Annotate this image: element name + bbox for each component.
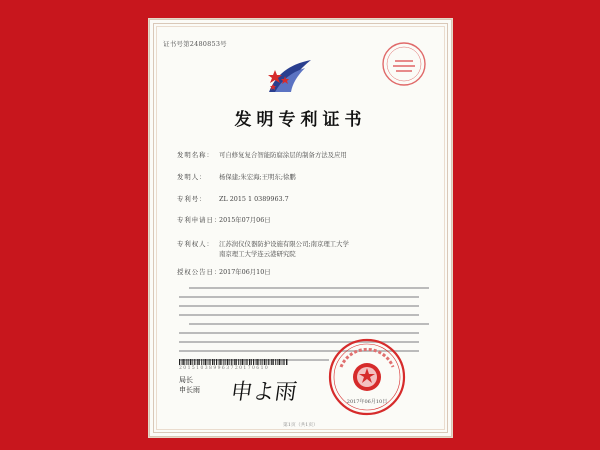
barcode-number: 2 0 1 5 1 0 3 8 9 9 6 3 7 2 0 1 7 0 6 1 0: [179, 366, 268, 371]
field-value: 可自修复复合智能防腐涂层的制备方法及应用: [219, 151, 347, 159]
certificate-field: [177, 267, 271, 276]
certificate-field: [177, 194, 289, 203]
body-text-line: [179, 305, 419, 307]
official-seal-icon: [327, 337, 407, 417]
patent-office-logo-icon: [265, 54, 315, 96]
certificate-field: [177, 239, 349, 248]
field-value: 江苏润仪仪器防护设施有限公司;南京理工大学: [219, 240, 349, 248]
field-label: 专利号：: [177, 195, 207, 203]
field-value: 2015年07月06日: [219, 216, 271, 224]
barcode: [179, 359, 289, 365]
seal-date: 2017年06月10日: [346, 399, 388, 405]
certificate-title: 发明专利证书: [234, 110, 367, 130]
body-text-line: [179, 314, 419, 316]
field-value: 2017年06月10日: [219, 268, 271, 276]
certificate-field: [177, 172, 296, 181]
certificate-number: 证书号第2480853号: [163, 40, 227, 48]
body-text-line: [189, 323, 429, 325]
sign-title: 局长: [179, 376, 193, 384]
field-label: 专利权人：: [177, 240, 214, 248]
field-label: 专利申请日：: [177, 216, 222, 224]
certificate-field: [177, 150, 347, 159]
sign-name: 申长雨: [179, 386, 200, 394]
body-text-line: [179, 332, 419, 334]
page-footer: 第1页（共1页）: [283, 423, 318, 428]
body-text-line: [189, 287, 429, 289]
field-value: ZL 2015 1 0389963.7: [219, 195, 289, 203]
body-text-line: [179, 296, 419, 298]
field-value: 杨保建;朱宏海;王明东;徐鹏: [219, 173, 296, 181]
small-seal-icon: [381, 41, 427, 87]
patent-certificate: [148, 18, 453, 438]
signature: 申よ雨: [228, 380, 299, 405]
field-label: 发明人：: [177, 173, 207, 181]
certificate-field: [177, 215, 271, 224]
certificate-field: [177, 249, 296, 258]
field-value: 南京理工大学连云港研究院: [219, 250, 296, 258]
field-label: 发明名称：: [177, 151, 214, 159]
field-label: 授权公告日：: [177, 268, 222, 276]
